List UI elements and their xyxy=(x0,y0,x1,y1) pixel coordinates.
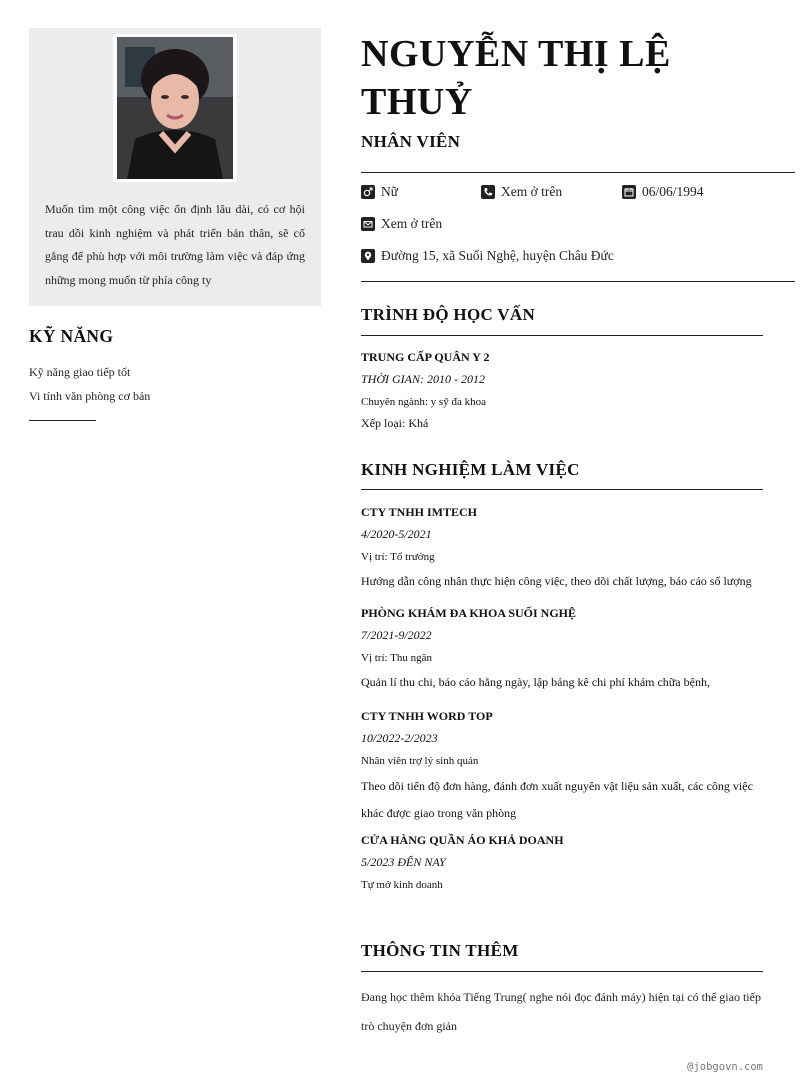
job-role: Vị trí: Thu ngân xyxy=(361,652,432,664)
job-description: Theo dõi tiến độ đơn hàng, đánh đơn xuất nguyên vật liệu sản xuất, các công việc khác được giao trong văn phòng xyxy=(361,779,753,820)
job-description: Quản lí thu chi, báo cáo hằng ngày, lập bảng kê chi phí khám chữa bệnh, xyxy=(361,675,710,689)
calendar-icon xyxy=(622,185,636,199)
phone-info xyxy=(481,184,562,200)
experience-entry xyxy=(361,829,763,897)
job-title: NHÂN VIÊN xyxy=(361,132,461,151)
experience-entry xyxy=(361,501,763,593)
career-objective: Muốn tìm một công việc ổn định lâu dài, có cơ hội trau dồi kinh nghiệm và phát triển bản thân, sẽ cố gắng để phù hợp với môi trường làm việc và đáp ứng những mong muốn từ phía công ty xyxy=(45,202,305,287)
gender-icon xyxy=(361,185,375,199)
education-time: THỜI GIAN: 2010 - 2012 xyxy=(361,372,485,386)
divider xyxy=(361,971,763,972)
gender-info xyxy=(361,184,398,200)
experience-heading: KINH NGHIỆM LÀM VIỆC xyxy=(361,460,580,479)
birthday-value: 06/06/1994 xyxy=(642,184,704,199)
address-value: Đường 15, xã Suối Nghệ, huyện Châu Đức xyxy=(381,248,614,263)
job-role: Tự mở kinh doanh xyxy=(361,879,443,891)
skill-item: Vi tính văn phòng cơ bản xyxy=(29,388,151,403)
phone-icon xyxy=(481,185,495,199)
education-grade: Xếp loại: Khá xyxy=(361,416,429,430)
education-major: Chuyên ngành: y sỹ đa khoa xyxy=(361,396,486,408)
email-info xyxy=(361,216,442,232)
divider xyxy=(361,335,763,336)
education-heading: TRÌNH ĐỘ HỌC VẤN xyxy=(361,305,536,324)
divider xyxy=(361,489,763,490)
school-name: TRUNG CẤP QUÂN Y 2 xyxy=(361,350,490,364)
company-name: CTY TNHH IMTECH xyxy=(361,505,478,519)
birthday-info xyxy=(622,184,704,200)
envelope-icon xyxy=(361,217,375,231)
address-info xyxy=(361,248,614,264)
gender-value: Nữ xyxy=(381,184,399,199)
divider xyxy=(29,420,96,421)
profile-photo xyxy=(113,34,237,182)
phone-value: Xem ở trên xyxy=(501,184,563,199)
education-entry xyxy=(361,346,763,432)
profile-panel xyxy=(29,28,321,306)
job-period: 4/2020-5/2021 xyxy=(361,527,432,541)
company-name: PHÒNG KHÁM ĐA KHOA SUỐI NGHỆ xyxy=(361,606,577,620)
skills-heading: KỸ NĂNG xyxy=(29,326,114,346)
job-role: Nhân viên trợ lý sinh quản xyxy=(361,755,479,767)
job-period: 7/2021-9/2022 xyxy=(361,628,432,642)
portrait-image xyxy=(117,37,233,179)
extra-info-heading: THÔNG TIN THÊM xyxy=(361,941,519,960)
company-name: CỬA HÀNG QUẦN ÁO KHẢ DOANH xyxy=(361,833,564,847)
job-role: Vị trí: Tổ trưởng xyxy=(361,551,435,563)
divider xyxy=(361,172,795,173)
company-name: CTY TNHH WORD TOP xyxy=(361,709,493,723)
email-value: Xem ở trên xyxy=(381,216,443,231)
candidate-name: NGUYỄN THỊ LỆ THUỶ xyxy=(361,33,671,123)
location-pin-icon xyxy=(361,249,375,263)
experience-entry xyxy=(361,602,763,694)
job-period: 5/2023 ĐẾN NAY xyxy=(361,855,446,869)
skills-list xyxy=(29,361,150,408)
job-period: 10/2022-2/2023 xyxy=(361,731,438,745)
extra-info-text: Đang học thêm khóa Tiếng Trung( nghe nói đọc đánh máy) hiện tại có thể giao tiếp trò chuyện đơn giản xyxy=(361,990,761,1033)
experience-entry xyxy=(361,705,763,827)
job-description: Hướng dẫn công nhân thực hiện công việc, theo dõi chất lượng, báo cáo số lượng xyxy=(361,574,752,588)
watermark: @jobgovn.com xyxy=(687,1061,763,1073)
divider xyxy=(361,281,795,282)
skill-item: Kỹ năng giao tiếp tốt xyxy=(29,365,131,379)
